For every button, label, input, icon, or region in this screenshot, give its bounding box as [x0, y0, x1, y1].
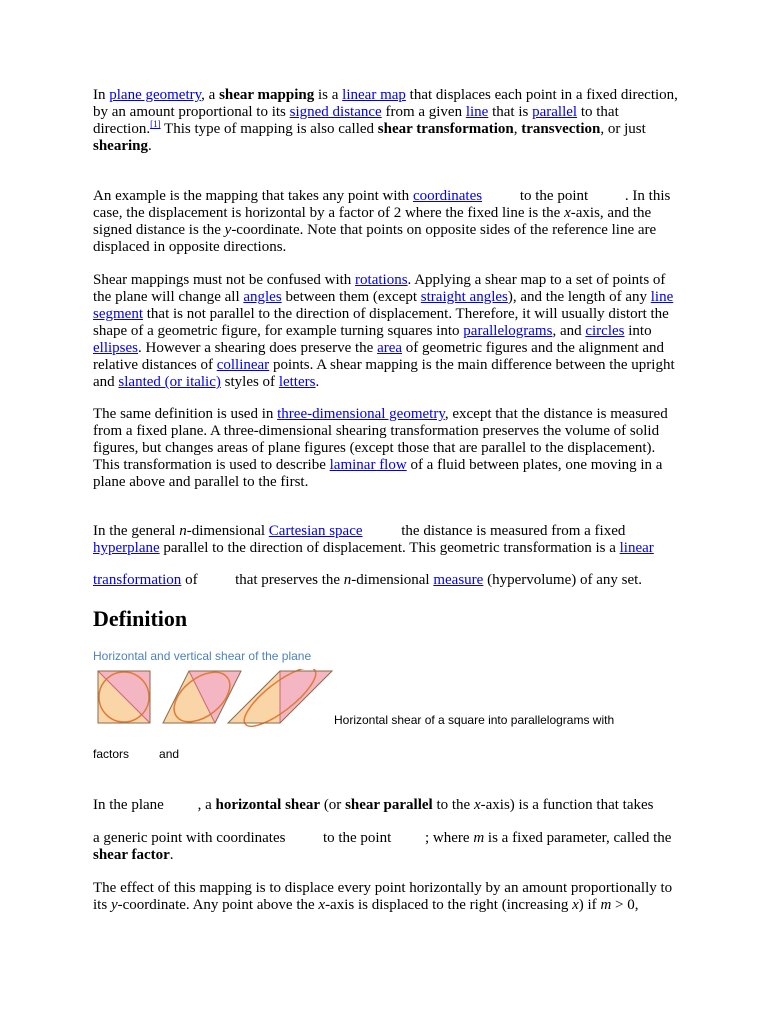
link-hyperplane[interactable]: hyperplane	[93, 540, 160, 556]
link-collinear[interactable]: collinear	[216, 357, 270, 373]
three-dimensional-paragraph: The same definition is used in three-dimensional geometry, except that the distance is measured from a fixed plane. A three-dimensional shearing transformation preserves the volume of solid figures, but changes areas of plane figures (except those that are parallel to the displacement). This transformation is used to describe laminar flow of a fluid between plates, one moving in a plane above and parallel to the first.	[93, 406, 668, 490]
link-line[interactable]: line	[465, 104, 489, 120]
link-letters[interactable]: letters	[278, 374, 316, 390]
link-angles[interactable]: angles	[243, 289, 282, 305]
horizontal-shear-line-1: In the plane , a horizontal shear (or shear parallel to the x-axis) is a function that takes	[93, 797, 654, 813]
square-shape	[98, 671, 150, 723]
figure-caption-factors: factors and	[93, 747, 180, 761]
intro-paragraph: In plane geometry, a shear mapping is a linear map that displaces each point in a fixed direction, by an amount proportional to its signed distance from a given line that is parallel to that direction.[1] This type of mapping is also called shear transformation, transvection, or just shearing.	[93, 87, 678, 154]
example-paragraph: An example is the mapping that takes any point with coordinates to the point . In this case, the displacement is horizontal by a factor of 2 where the fixed line is the x-axis, and the signed distance is the y-coordinate. Note that points on opposite sides of the reference line are displaced in opposite directions.	[93, 188, 671, 255]
link-parallelograms[interactable]: parallelograms	[463, 323, 553, 339]
link-three-dimensional-geometry[interactable]: three-dimensional geometry	[277, 406, 445, 422]
link-area[interactable]: area	[377, 340, 403, 356]
definition-heading: Definition	[93, 606, 188, 631]
link-linear[interactable]: linear	[619, 540, 654, 556]
link-linear-map[interactable]: linear map	[342, 87, 406, 103]
link-coordinates[interactable]: coordinates	[412, 188, 483, 204]
link-rotations[interactable]: rotations	[355, 272, 408, 288]
link-plane-geometry[interactable]: plane geometry	[109, 87, 202, 103]
n-dimensional-line-2: hyperplane parallel to the direction of displacement. This geometric transformation is a linear	[93, 540, 654, 556]
horizontal-shear-line-2: a generic point with coordinates to the point ; where m is a fixed parameter, called the shear factor.	[93, 830, 672, 863]
link-signed-distance[interactable]: signed distance	[289, 104, 382, 120]
link-parallel[interactable]: parallel	[532, 104, 578, 120]
link-slanted-italic[interactable]: slanted (or italic)	[118, 374, 221, 390]
effect-paragraph: The effect of this mapping is to displace every point horizontally by an amount proportionally to its y-coordinate. Any point above the x-axis is displaced to the right (increasing x) if m > 0,	[93, 880, 673, 913]
shear-figure	[93, 669, 333, 727]
n-dimensional-line-1: In the general n-dimensional Cartesian space the distance is measured from a fixed	[93, 523, 626, 539]
figure-title: Horizontal and vertical shear of the plane	[93, 649, 312, 663]
link-transformation[interactable]: transformation	[93, 572, 182, 588]
parallelogram-shape-2	[228, 669, 332, 727]
link-line-segment[interactable]: line segment	[93, 289, 674, 322]
figure-caption: Horizontal shear of a square into parallelograms with	[334, 713, 615, 727]
link-ellipses[interactable]: ellipses	[93, 340, 138, 356]
rotations-paragraph: Shear mappings must not be confused with rotations. Applying a shear map to a set of points of the plane will change all angles between them (except straight angles), and the length of any line segment that is not parallel to the direction of displacement. Therefore, it will usually distort the shape of a geometric figure, for example turning squares into parallelograms, and circles into ellipses. However a shearing does preserve the area of geometric figures and the alignment and relative distances of collinear points. A shear mapping is the main difference between the upright and slanted (or italic) styles of letters.	[93, 272, 675, 390]
parallelogram-shape-1	[163, 669, 241, 727]
link-circles[interactable]: circles	[585, 323, 625, 339]
link-laminar-flow[interactable]: laminar flow	[329, 457, 407, 473]
reference-1-link[interactable]: [1]	[150, 119, 161, 129]
link-measure[interactable]: measure	[433, 572, 484, 588]
link-cartesian-space[interactable]: Cartesian space	[268, 523, 363, 539]
n-dimensional-line-3: transformation of that preserves the n-dimensional measure (hypervolume) of any set.	[93, 572, 643, 588]
link-straight-angles[interactable]: straight angles	[420, 289, 508, 305]
